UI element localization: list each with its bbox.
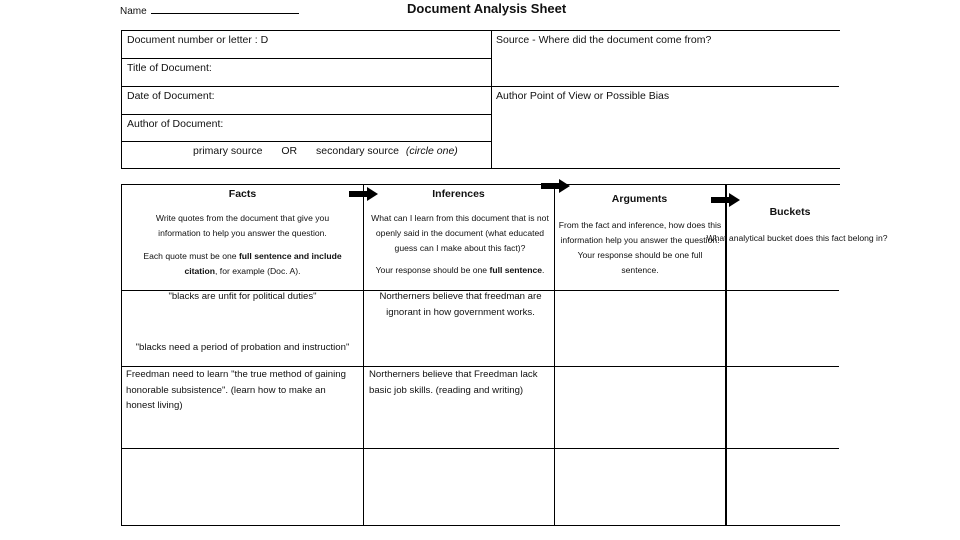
document-date-field[interactable]: Date of Document: [127, 90, 215, 102]
document-author-field[interactable]: Author of Document: [127, 118, 224, 130]
analysis-table [121, 184, 888, 526]
facts-header: Facts [228, 188, 257, 200]
document-number-field[interactable]: Document number or letter : D [127, 34, 269, 46]
document-title-field[interactable]: Title of Document: [127, 62, 212, 74]
inference-cell[interactable]: Northerners believe that Freedman lack basic job skills. (reading and writing) [369, 369, 538, 396]
name-blank-line[interactable] [151, 3, 299, 14]
or-label: OR [281, 145, 298, 157]
facts-instructions: Write quotes from the document that give you information to help you answer the question. [155, 213, 330, 238]
document-info-table [121, 30, 840, 169]
inferences-requirement: Your response should be one full sentence. [375, 265, 545, 275]
fact-cell[interactable] [126, 451, 356, 521]
buckets-instructions: What analytical bucket does this fact belong in? [706, 233, 888, 243]
arguments-instructions: From the fact and inference, how does this information help you answer the question. Your response should be one full sentence. [558, 220, 722, 275]
inferences-instructions: What can I learn from this document that is not openly said in the document (what educated guess can I make about this fact)? [371, 213, 549, 253]
inference-cell[interactable]: Northerners believe that freedman are ignorant in how government works. [379, 291, 542, 318]
name-label: Name [120, 6, 147, 17]
name-field[interactable] [120, 3, 299, 17]
fact-cell[interactable]: "blacks need a period of probation and instruction" [135, 342, 350, 353]
arguments-header: Arguments [611, 193, 668, 205]
source-type-choice[interactable] [188, 142, 488, 160]
source-field[interactable]: Source - Where did the document come from? [496, 34, 712, 46]
page-title: Document Analysis Sheet [407, 1, 567, 16]
circle-one-note: (circle one) [405, 145, 458, 157]
primary-source-option[interactable]: primary source [193, 145, 263, 157]
facts-requirement: Each quote must be one full sentence and include citation, for example (Doc. A). [143, 251, 342, 276]
inferences-header: Inferences [432, 188, 485, 200]
fact-cell[interactable]: "blacks are unfit for political duties" [168, 291, 317, 302]
point-of-view-field[interactable]: Author Point of View or Possible Bias [496, 90, 670, 102]
inference-cell[interactable] [369, 451, 552, 521]
buckets-header: Buckets [769, 206, 811, 218]
fact-cell[interactable]: Freedman need to learn "the true method of gaining honorable subsistence". (learn how to make an honest living) [126, 369, 346, 411]
secondary-source-option[interactable]: secondary source [316, 145, 399, 157]
